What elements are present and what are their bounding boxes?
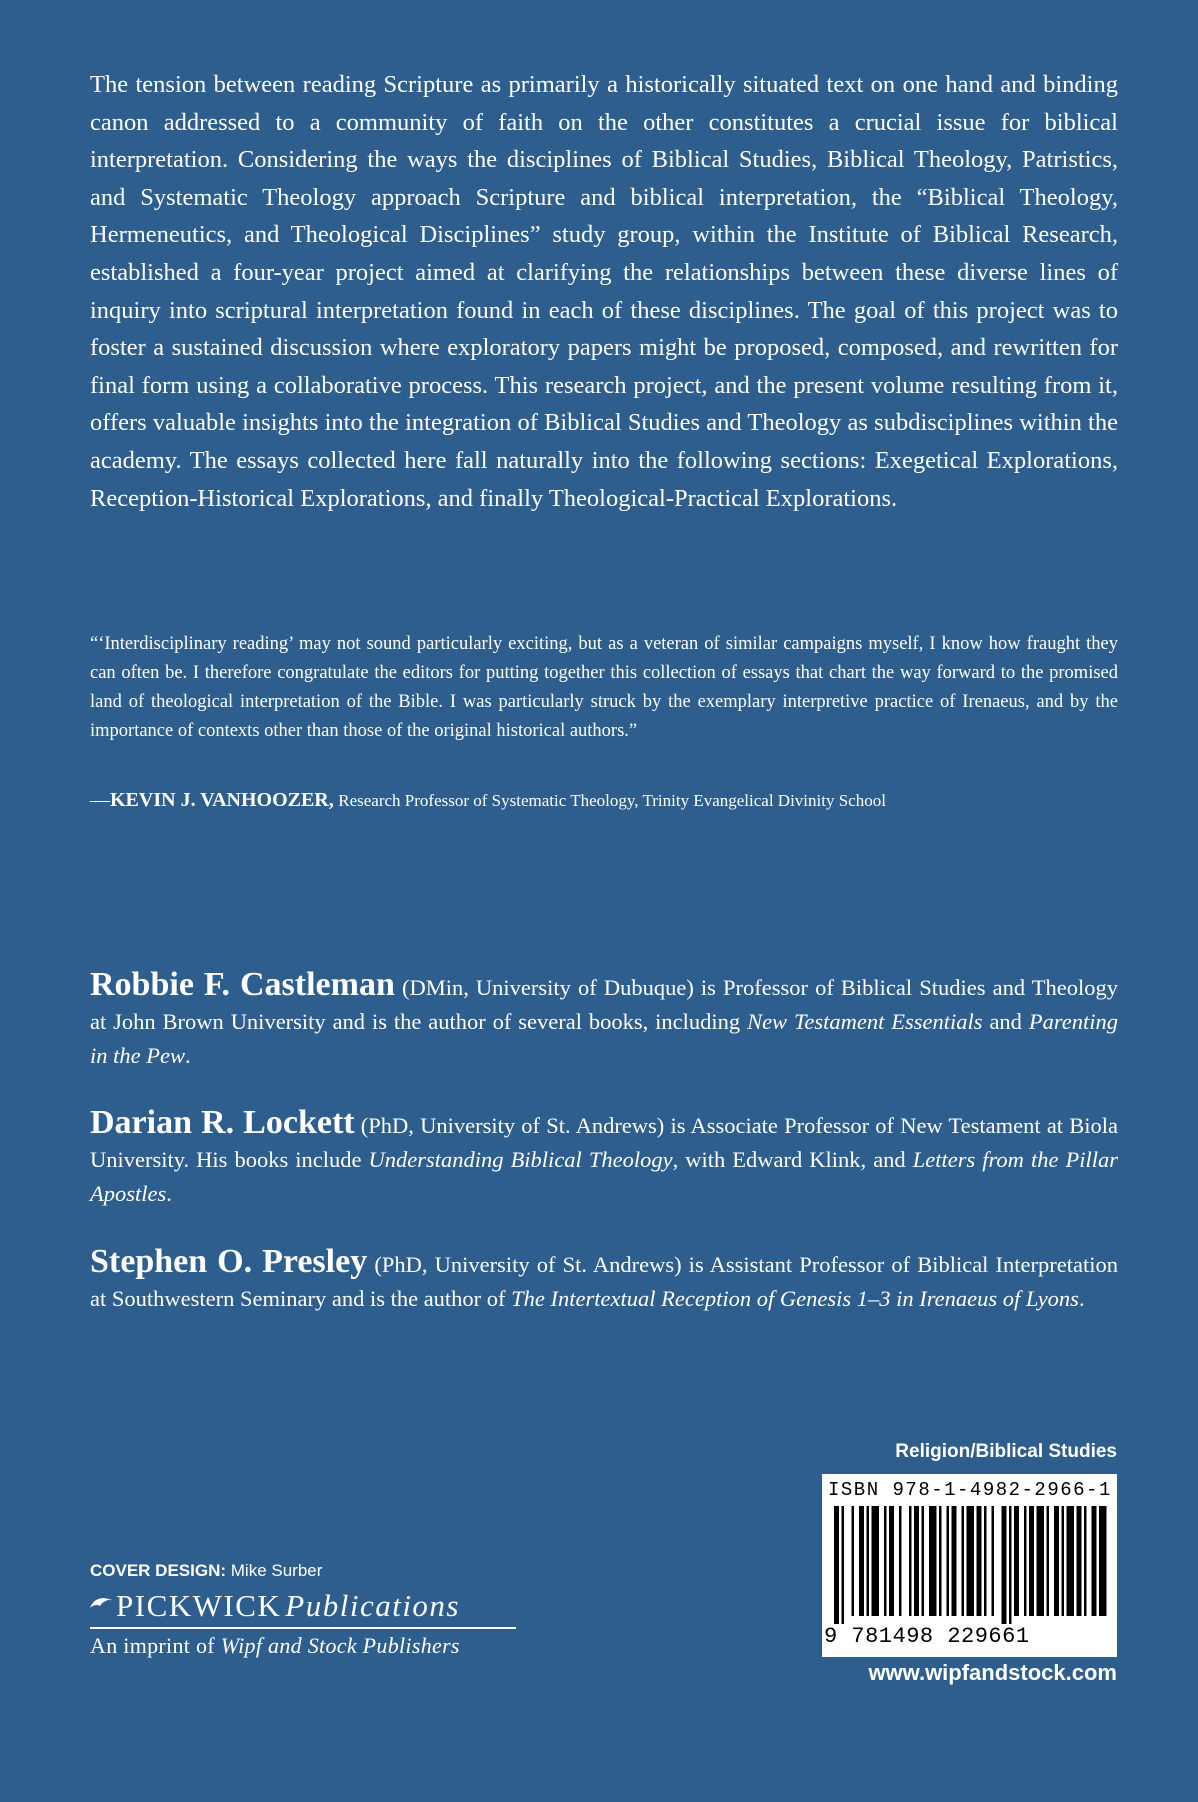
book-title: Parenting in the Pew xyxy=(90,1009,1118,1068)
barcode-bar xyxy=(1054,1506,1059,1616)
barcode-bar xyxy=(1067,1506,1075,1616)
barcode-bar xyxy=(1009,1506,1012,1624)
isbn-label: ISBN 978-1-4982-2966-1 xyxy=(828,1479,1112,1501)
barcode-bar xyxy=(1047,1506,1050,1616)
author-bio xyxy=(90,1245,1118,1316)
barcode-bar xyxy=(852,1506,855,1616)
barcode-bar xyxy=(884,1506,887,1616)
barcode-bar xyxy=(967,1506,975,1616)
barcode-bar xyxy=(977,1506,982,1616)
book-description: The tension between reading Scripture as primarily a historically situated text on one hand and binding canon addressed to a community of faith on the other constitutes a crucial issue for biblical interpretation. Considering the ways the disciplines of Biblical Studies, Biblical Theology, Patristics, and Systematic Theology approach Scripture and biblical interpretation, the “Biblical Theology, Hermeneutics, and Theological Disciplines” study group, within the Institute of Biblical Research, established a four-year project aimed at clarifying the relationships between these diverse lines of inquiry into scriptural interpretation found in each of these disciplines. The goal of this project was to foster a sustained discussion where exploratory papers might be proposed, composed, and rewritten for final form using a collaborative process. This research project, and the present volume resulting from it, offers valuable insights into the integration of Biblical Studies and Theology as subdisciplines within the academy. The essays collected here fall naturally into the following sections: Exegetical Explorations, Reception-Historical Explorations, and finally Theological-Practical Explorations. xyxy=(90,71,1118,512)
barcode-bar xyxy=(947,1506,950,1616)
barcode-bar xyxy=(1099,1506,1107,1616)
pickwick-bird-icon xyxy=(88,1594,114,1619)
barcode-bar xyxy=(889,1506,894,1616)
barcode-bar xyxy=(909,1506,912,1616)
barcode-bar xyxy=(962,1506,965,1616)
barcode-bar xyxy=(1062,1506,1065,1616)
barcode-bar xyxy=(1002,1506,1007,1624)
author-name: Darian R. Lockett xyxy=(90,1104,355,1141)
author-bio-text: . xyxy=(166,1181,172,1206)
barcode-bar xyxy=(1029,1506,1034,1616)
author-bio-text: and xyxy=(982,1009,1029,1034)
author-bio xyxy=(90,1106,1118,1211)
imprint-prefix: An imprint of xyxy=(90,1633,221,1658)
book-title: Letters from the Pillar Apostles xyxy=(90,1147,1118,1206)
barcode-bar xyxy=(1037,1506,1045,1616)
barcode-digits: 9 781498 229661 xyxy=(824,1624,1030,1649)
barcode-bar xyxy=(867,1506,870,1616)
barcode-bar xyxy=(1084,1506,1087,1616)
author-name: Robbie F. Castleman xyxy=(90,966,395,1003)
barcode-bar xyxy=(914,1506,919,1616)
book-title: New Testament Essentials xyxy=(747,1009,983,1034)
barcode-bar xyxy=(842,1506,845,1624)
barcode-bar xyxy=(939,1506,942,1616)
cover-designer: Mike Surber xyxy=(226,1561,323,1580)
author-name: Stephen O. Presley xyxy=(90,1243,368,1280)
publisher-website: www.wipfandstock.com xyxy=(868,1660,1117,1685)
barcode-bar xyxy=(952,1506,957,1616)
imprint-line xyxy=(90,1631,460,1661)
barcode-bar xyxy=(922,1506,925,1616)
barcode-bar xyxy=(1077,1506,1082,1616)
barcode-bar xyxy=(929,1506,937,1616)
barcode-bar xyxy=(834,1506,839,1624)
endorser-role: Research Professor of Systematic Theology, Trinity Evangelical Divinity School xyxy=(338,791,886,810)
cover-design-label: COVER DESIGN: xyxy=(90,1561,227,1580)
barcode-bar xyxy=(872,1506,880,1616)
endorser-name: KEVIN J. VANHOOZER, xyxy=(110,789,334,811)
author-bio-text: , with Edward Klink, and xyxy=(672,1147,913,1172)
bisac-category: Religion/Biblical Studies xyxy=(895,1441,1117,1462)
endorsement-quote: “‘Interdisciplinary reading’ may not sound particularly exciting, but as a veteran of similar campaigns myself, I know how fraught they can often be. I therefore congratulate the editors for putting together this collection of essays that chart the way forward to the promised land of theological interpretation of the Bible. I was particularly struck by the exemplary interpretive practice of Irenaeus, and by the importance of contexts other than those of the original historical authors.” xyxy=(90,634,1118,741)
barcode-bar xyxy=(1024,1506,1027,1616)
publisher-logo xyxy=(88,1588,528,1624)
barcode xyxy=(822,1474,1117,1657)
publisher-name: PICKWICK xyxy=(116,1588,282,1623)
author-bio-text: . xyxy=(1078,1286,1085,1311)
barcode-bar xyxy=(1014,1506,1019,1616)
cover-design-credit xyxy=(90,1560,322,1582)
endorsement-attribution xyxy=(90,787,1118,814)
attribution-dash: — xyxy=(90,789,110,811)
publisher-rule xyxy=(90,1627,516,1629)
author-bio-text: (PhD, University of St. Andrews) is Associate Professor of New Testament at Biola University. His books include xyxy=(90,1113,1118,1172)
book-title: Understanding Biblical Theology xyxy=(368,1147,673,1172)
barcode-bar xyxy=(899,1506,902,1616)
barcode-bars xyxy=(822,1506,1117,1624)
barcode-bar xyxy=(992,1506,995,1616)
imprint-name: Wipf and Stock Publishers xyxy=(220,1633,460,1658)
author-bio-text: (PhD, University of St. Andrews) is Assistant Professor of Biblical Interpretation at Southwestern Seminary and is the author of xyxy=(90,1252,1118,1311)
author-bio-text: . xyxy=(184,1043,191,1068)
barcode-bar xyxy=(984,1506,987,1616)
barcode-bar xyxy=(1092,1506,1097,1616)
author-bio-text: (DMin, University of Dubuque) is Professor of Biblical Studies and Theology at John Brown University and is the author of several books, including xyxy=(90,975,1118,1034)
publisher-name-italic: Publications xyxy=(285,1588,460,1623)
book-title: The Intertextual Reception of Genesis 1–3 in Irenaeus of Lyons xyxy=(511,1286,1079,1311)
author-bio xyxy=(90,968,1118,1073)
barcode-bar xyxy=(859,1506,864,1616)
